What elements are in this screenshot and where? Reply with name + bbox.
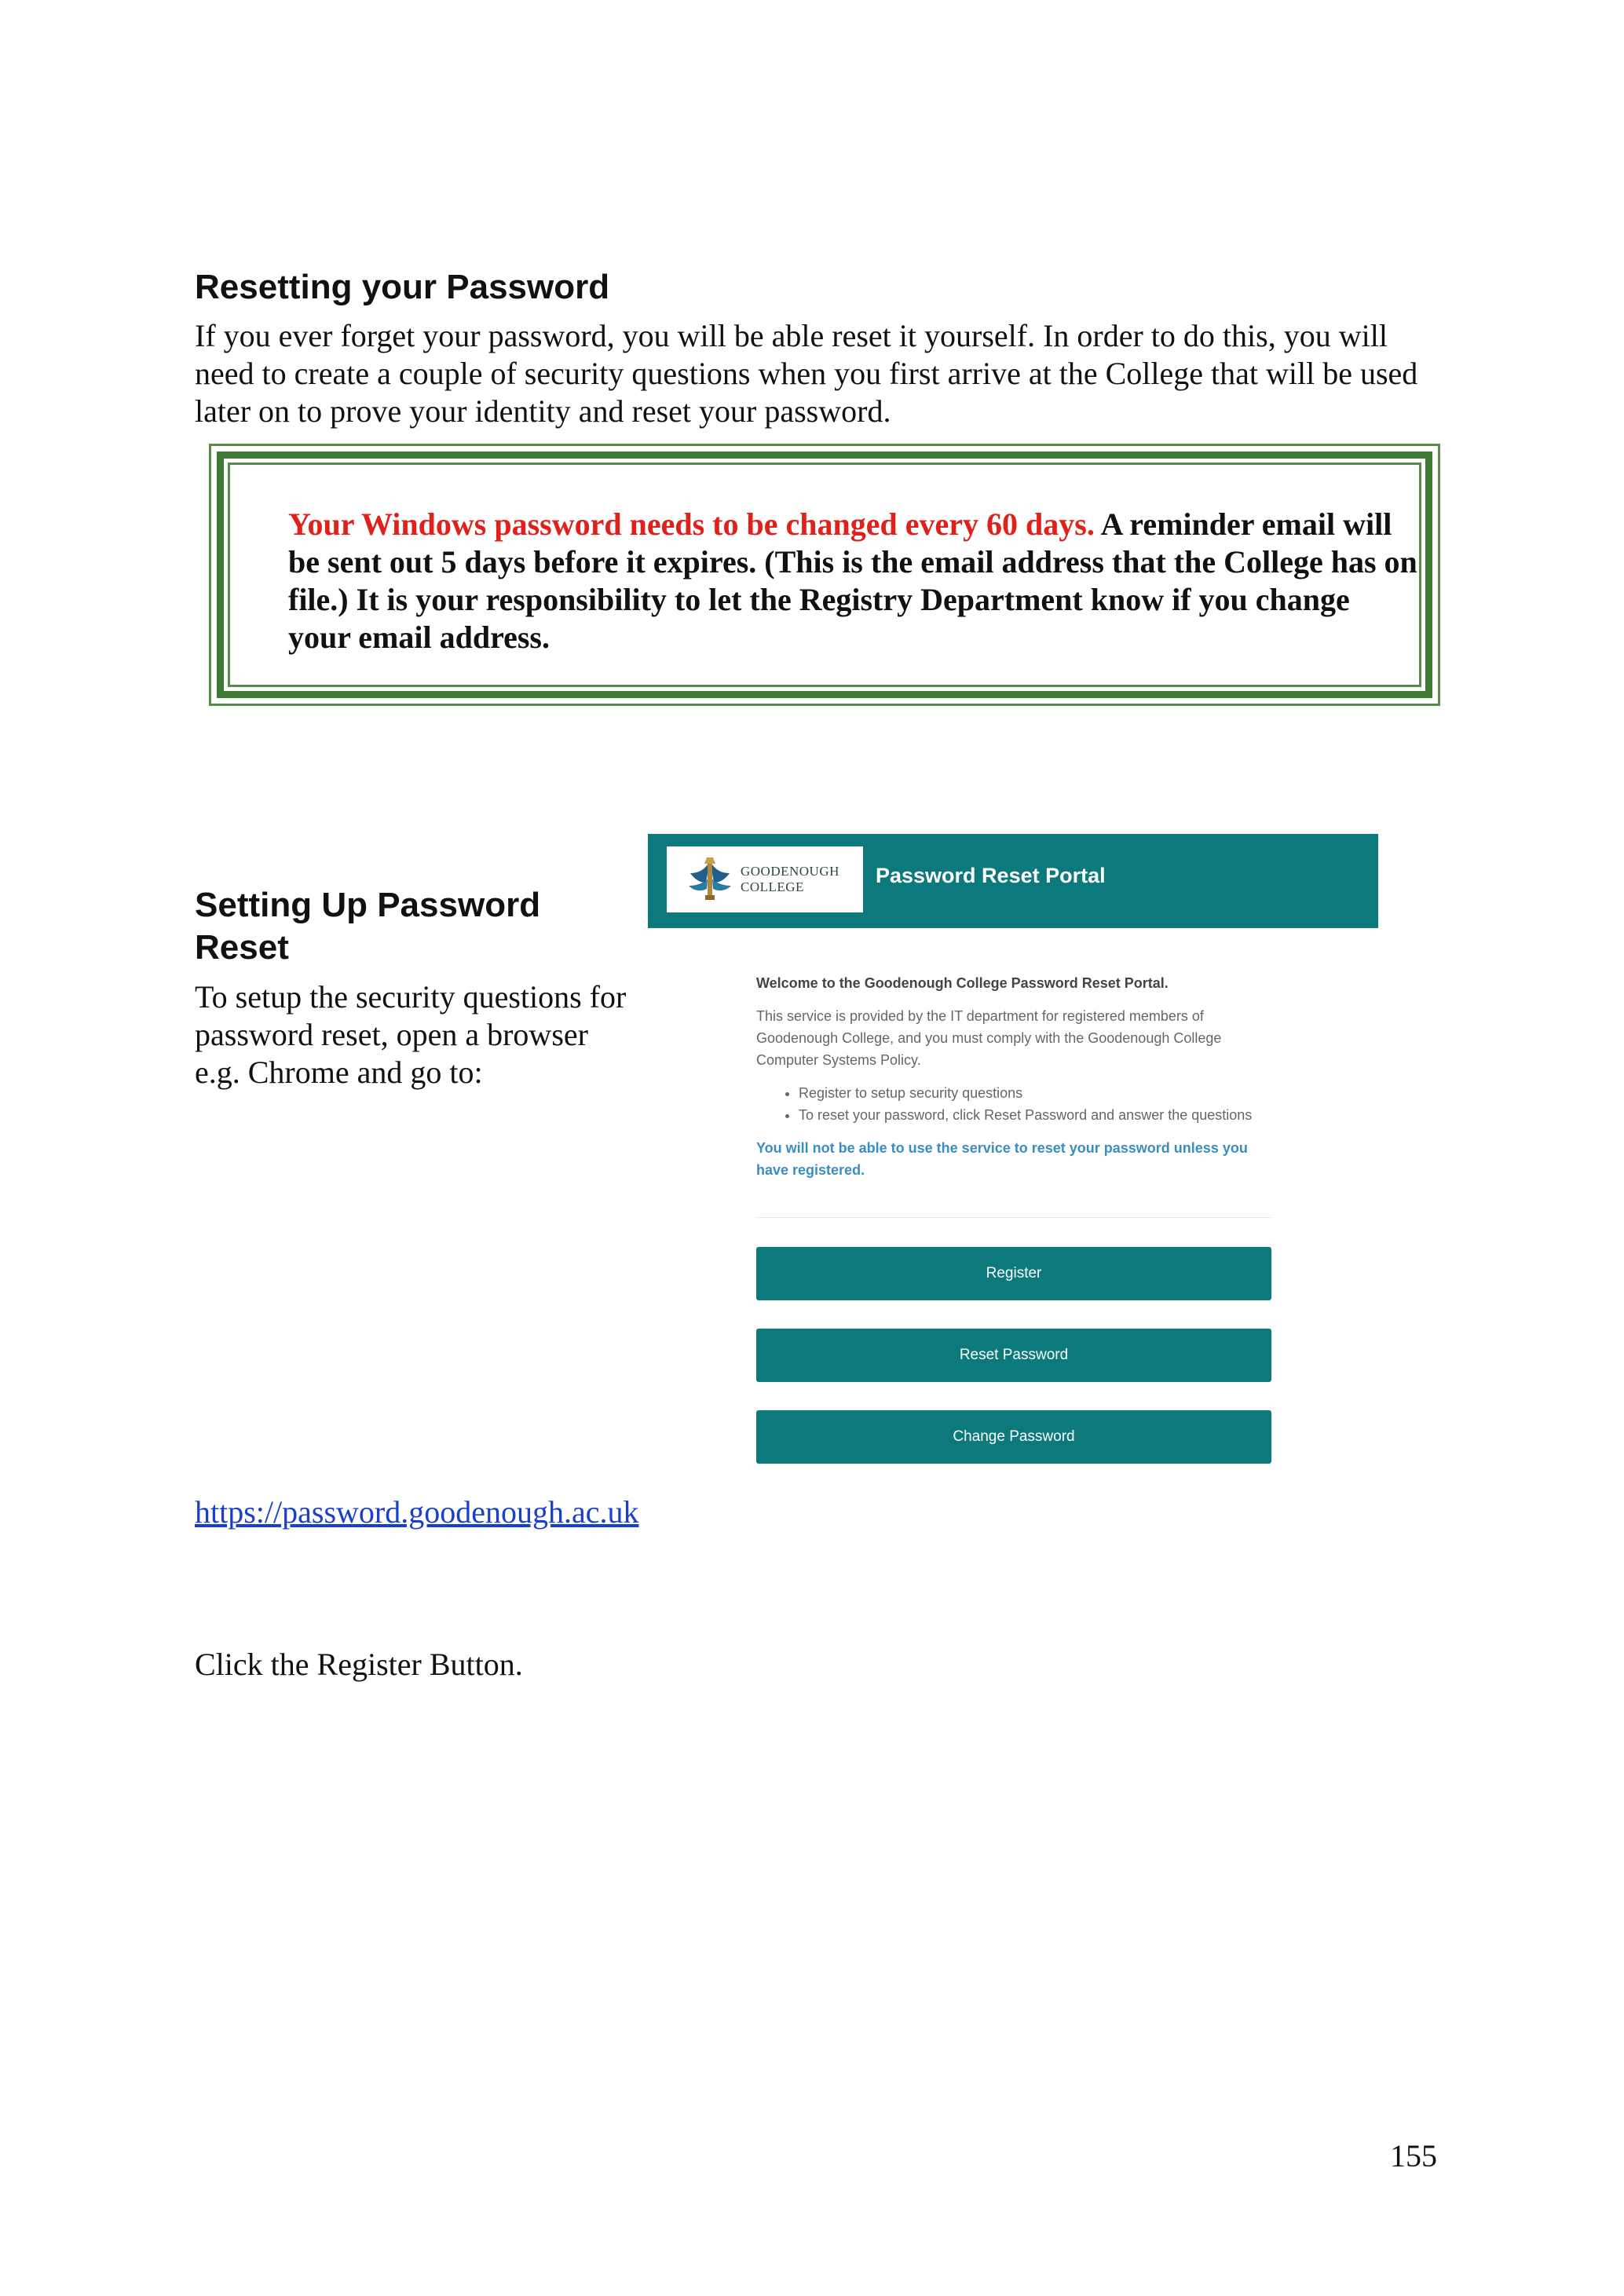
logo-text: GOODENOUGH COLLEGE [741,864,839,894]
note-box-inner [228,462,1421,687]
college-crest-icon [684,856,736,903]
section-paragraph-resetting-password: If you ever forget your password, you will be able reset it yourself. In order to do this, you will need to create a couple of security questions when you first arrive at the College that will be used later on to prove your identity and reset your password. [195,318,1418,429]
portal-description: This service is provided by the IT department for registered members of Goodenough College, and you must comply with the Goodenough College Computer Systems Policy. [756,1008,1222,1068]
register-instruction: Click the Register Button. [195,1647,523,1682]
page-number: 155 [1390,2138,1437,2174]
portal-warning: You will not be able to use the service to reset your password unless you have registered. [756,1140,1248,1178]
portal-welcome: Welcome to the Goodenough College Password Reset Portal. [756,975,1169,991]
portal-screenshot [648,834,1378,1470]
portal-header [648,834,1378,928]
note-rest: A reminder email will be sent out 5 days before it expires. (This is the email address that the College has on file.) It is your responsibility to let the Registry Department know if you change your email address. [288,506,1417,655]
list-item: • Register to setup security questions [799,1082,1271,1104]
register-button[interactable]: Register [756,1247,1271,1300]
note-text [288,506,1419,656]
reset-password-button[interactable]: Reset Password [756,1329,1271,1382]
note-highlight: Your Windows password needs to be changed every 60 days. [288,506,1095,542]
list-item: • To reset your password, click Reset Password and answer the questions [799,1104,1271,1126]
section-paragraph-setting-up-reset: To setup the security questions for password reset, open a browser e.g. Chrome and go to: [195,979,627,1090]
portal-divider [756,1217,1271,1218]
note-box [209,444,1440,706]
section-heading-setting-up-reset: Setting Up Password Reset [195,886,541,967]
portal-bullet-list [756,1082,1271,1126]
password-portal-link[interactable]: https://password.goodenough.ac.uk [195,1494,639,1530]
portal-body [756,972,1271,1181]
section-heading-resetting-password: Resetting your Password [195,268,610,306]
college-logo [667,846,863,912]
change-password-button[interactable]: Change Password [756,1410,1271,1464]
note-box-frame [217,452,1432,698]
portal-title: Password Reset Portal [876,864,1106,887]
